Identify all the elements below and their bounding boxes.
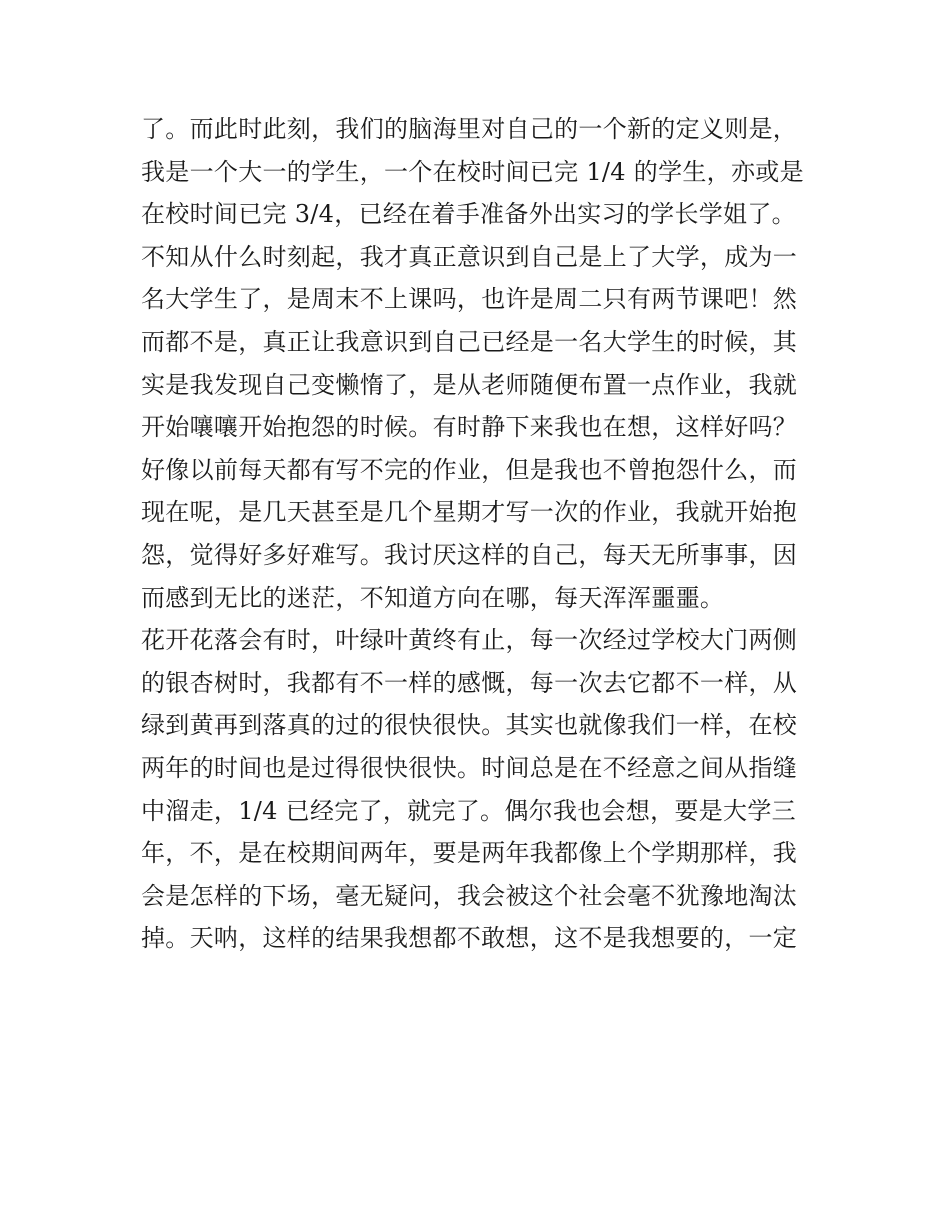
- text-line: 在校时间已完 3/4，已经在着手准备外出实习的学长学姐了。: [141, 200, 796, 229]
- text-line: 中溜走，1/4 已经完了，就完了。偶尔我也会想，要是大学三: [141, 796, 796, 825]
- text-line: 而感到无比的迷茫，不知道方向在哪，每天浑浑噩噩。: [141, 583, 725, 612]
- body-text: [141, 108, 821, 960]
- text-line: 掉。天呐，这样的结果我想都不敢想，这不是我想要的，一定: [141, 924, 798, 953]
- text-line: 我是一个大一的学生，一个在校时间已完 1/4 的学生，亦或是: [141, 157, 804, 186]
- text-line: 的银杏树时，我都有不一样的感慨，每一次去它都不一样，从: [141, 668, 798, 697]
- text-line: 不知从什么时刻起，我才真正意识到自己是上了大学，成为一: [141, 242, 798, 271]
- text-line: 年，不，是在校期间两年，要是两年我都像上个学期那样，我: [141, 839, 798, 868]
- text-line: 绿到黄再到落真的过的很快很快。其实也就像我们一样，在校: [141, 711, 798, 740]
- text-line: 名大学生了，是周末不上课吗，也许是周二只有两节课吧！然: [141, 285, 798, 314]
- text-line: 好像以前每天都有写不完的作业，但是我也不曾抱怨什么，而: [141, 455, 798, 484]
- text-line: 现在呢，是几天甚至是几个星期才写一次的作业，我就开始抱: [141, 498, 798, 527]
- text-line: 花开花落会有时，叶绿叶黄终有止，每一次经过学校大门两侧: [141, 626, 798, 655]
- text-line: 实是我发现自己变懒惰了，是从老师随便布置一点作业，我就: [141, 370, 798, 399]
- text-line: 而都不是，真正让我意识到自己已经是一名大学生的时候，其: [141, 327, 798, 356]
- text-line: 怨，觉得好多好难写。我讨厌这样的自己，每天无所事事，因: [141, 540, 798, 569]
- text-line: 会是怎样的下场，毫无疑问，我会被这个社会毫不犹豫地淘汰: [141, 881, 798, 910]
- text-line: 开始嚷嚷开始抱怨的时候。有时静下来我也在想，这样好吗？: [141, 413, 798, 442]
- text-line: 两年的时间也是过得很快很快。时间总是在不经意之间从指缝: [141, 753, 798, 782]
- text-line: 了。而此时此刻，我们的脑海里对自己的一个新的定义则是，: [141, 115, 798, 143]
